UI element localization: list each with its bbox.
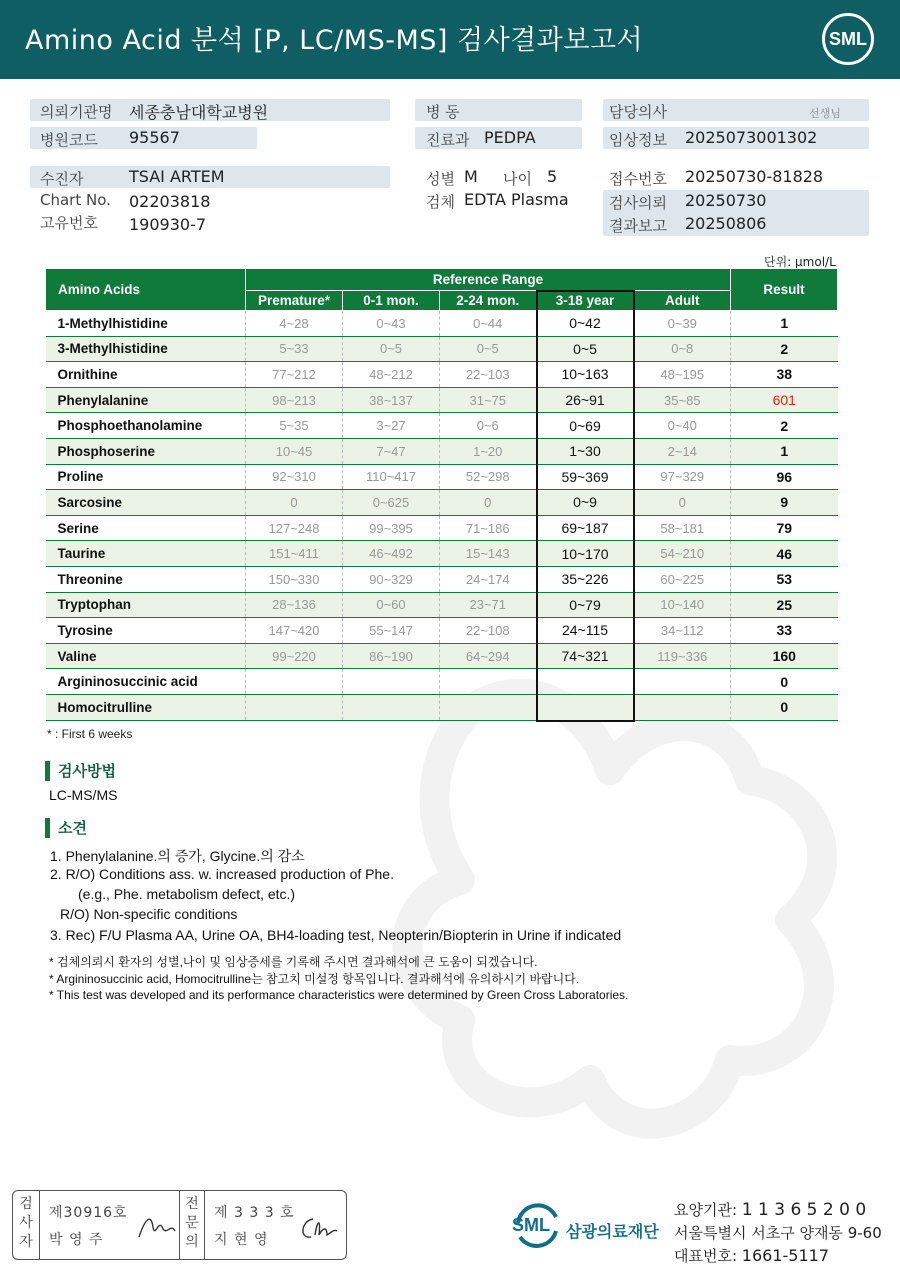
org-code: 요양기관: 1 1 3 6 5 2 0 0 [674, 1200, 867, 1220]
reference-range-cell: 35~226 [537, 566, 634, 592]
reference-range-cell: 1~30 [537, 438, 634, 464]
result-cell: 1 [731, 311, 838, 337]
table-row [46, 618, 838, 644]
col-header-ref: 3-18 year [537, 291, 634, 311]
reference-range-cell [440, 669, 537, 695]
reference-range-cell: 147~420 [246, 618, 343, 644]
amino-acid-name: Proline [46, 464, 246, 490]
report-label: 결과보고 [609, 217, 667, 235]
reference-range-cell: 74~321 [537, 643, 634, 669]
result-cell: 79 [731, 515, 838, 541]
reference-range-cell: 26~91 [537, 387, 634, 413]
reference-range-cell: 151~411 [246, 541, 343, 567]
reference-range-cell: 71~186 [440, 515, 537, 541]
result-cell: 53 [731, 566, 838, 592]
reference-range-cell: 35~85 [634, 387, 731, 413]
reference-range-cell: 48~195 [634, 362, 731, 388]
amino-acid-name: 3-Methylhistidine [46, 336, 246, 362]
reference-range-cell: 38~137 [343, 387, 440, 413]
reference-range-cell [343, 694, 440, 720]
table-row [46, 438, 838, 464]
table-row [46, 541, 838, 567]
reference-range-cell: 54~210 [634, 541, 731, 567]
opinion-title: 소견 [45, 818, 87, 838]
reference-range-cell: 28~136 [246, 592, 343, 618]
specimen-value: EDTA Plasma [464, 190, 569, 209]
reference-range-cell: 22~103 [440, 362, 537, 388]
reference-range-cell: 0~79 [537, 592, 634, 618]
chart-label: Chart No. [40, 191, 111, 209]
table-row [46, 643, 838, 669]
table-row [46, 387, 838, 413]
reference-range-cell: 60~225 [634, 566, 731, 592]
reference-range-cell: 10~170 [537, 541, 634, 567]
expert-name: 지 현 영 [214, 1232, 269, 1248]
org-name: 삼광의료재단 [566, 1222, 659, 1241]
sml-logo: SML [822, 13, 874, 65]
reference-range-cell: 59~369 [537, 464, 634, 490]
result-cell: 0 [731, 694, 838, 720]
clinical-value: 2025073001302 [685, 128, 818, 147]
amino-acid-name: Phosphoserine [46, 438, 246, 464]
reference-range-cell [634, 694, 731, 720]
reference-range-cell: 55~147 [343, 618, 440, 644]
reference-range-cell: 98~213 [246, 387, 343, 413]
expert-label: 전문의 [185, 1196, 199, 1250]
expert-license: 제 3 3 3 호 [214, 1205, 295, 1221]
reference-range-cell: 97~329 [634, 464, 731, 490]
amino-acid-name: Phenylalanine [46, 387, 246, 413]
reference-range-cell: 15~143 [440, 541, 537, 567]
table-row [46, 592, 838, 618]
reference-range-cell: 0 [440, 490, 537, 516]
clinical-label: 임상정보 [609, 131, 667, 149]
reference-range-cell: 5~33 [246, 336, 343, 362]
name-label: 수진자 [40, 170, 84, 188]
note-line: * 검체의뢰시 환자의 성별,나이 및 임상증세를 기록해 주시면 결과해석에 큰 도움이 되겠습니다. [49, 955, 538, 969]
reference-range-cell: 22~108 [440, 618, 537, 644]
amino-acid-name: Serine [46, 515, 246, 541]
org-address: 서울특별시 서초구 양재동 9-60 [674, 1224, 882, 1242]
signature-box [12, 1190, 347, 1260]
amino-acid-table [45, 268, 838, 722]
reference-range-cell: 69~187 [537, 515, 634, 541]
col-header-ref: 0-1 mon. [343, 291, 440, 311]
reference-range-cell: 0~43 [343, 311, 440, 337]
reference-range-cell: 5~35 [246, 413, 343, 439]
reference-range-cell: 86~190 [343, 643, 440, 669]
reference-range-cell: 64~294 [440, 643, 537, 669]
reference-range-cell: 24~174 [440, 566, 537, 592]
amino-acid-name: Homocitrulline [46, 694, 246, 720]
opinion-line: (e.g., Phe. metabolism defect, etc.) [78, 886, 296, 902]
result-cell: 9 [731, 490, 838, 516]
opinion-line: 2. R/O) Conditions ass. w. increased production of Phe. [50, 866, 394, 882]
reference-range-cell [440, 694, 537, 720]
chart-value: 02203818 [129, 192, 211, 211]
col-header-result: Result [731, 269, 838, 311]
reference-range-cell: 0~44 [440, 311, 537, 337]
reference-range-cell: 10~140 [634, 592, 731, 618]
result-cell: 33 [731, 618, 838, 644]
expert-signature-icon [295, 1209, 339, 1245]
reference-range-cell: 7~47 [343, 438, 440, 464]
opinion-line: R/O) Non-specific conditions [60, 906, 238, 922]
result-cell: 38 [731, 362, 838, 388]
result-cell: 601 [731, 387, 838, 413]
id-label: 고유번호 [40, 214, 98, 232]
note-line: * Argininosuccinic acid, Homocitrulline는 참고치 미설정 항목입니다. 결과해석에 유의하시기 바랍니다. [49, 972, 580, 986]
result-cell: 25 [731, 592, 838, 618]
tester-label: 검사자 [19, 1196, 33, 1250]
result-cell: 46 [731, 541, 838, 567]
amino-acid-name: Valine [46, 643, 246, 669]
institution-label: 의뢰기관명 [40, 103, 113, 121]
reference-range-cell [537, 669, 634, 695]
reference-range-cell: 31~75 [440, 387, 537, 413]
patient-name: TSAI ARTEM [129, 167, 225, 186]
unit-label: 단위: μmol/L [764, 255, 836, 269]
amino-acid-name: Argininosuccinic acid [46, 669, 246, 695]
reference-range-cell: 90~329 [343, 566, 440, 592]
sex-value: M [464, 167, 478, 186]
reference-range-cell: 34~112 [634, 618, 731, 644]
reference-range-cell: 0~40 [634, 413, 731, 439]
reference-range-cell: 110~417 [343, 464, 440, 490]
reference-range-cell: 10~45 [246, 438, 343, 464]
reference-range-cell: 3~27 [343, 413, 440, 439]
col-header-ref: 2-24 mon. [440, 291, 537, 311]
col-header-amino-acids: Amino Acids [46, 269, 246, 311]
reference-range-cell: 1~20 [440, 438, 537, 464]
reference-range-cell: 127~248 [246, 515, 343, 541]
reference-range-cell: 0~8 [634, 336, 731, 362]
amino-acid-name: Sarcosine [46, 490, 246, 516]
method-title: 검사방법 [45, 761, 116, 781]
report-value: 20250806 [685, 214, 767, 233]
table-row [46, 515, 838, 541]
age-value: 5 [547, 167, 558, 186]
result-cell: 0 [731, 669, 838, 695]
table-row [46, 336, 838, 362]
dept-label: 진료과 [426, 131, 470, 149]
reference-range-cell: 0 [246, 490, 343, 516]
table-row [46, 694, 838, 720]
reference-range-cell: 52~298 [440, 464, 537, 490]
reference-range-cell: 119~336 [634, 643, 731, 669]
reference-range-cell [343, 669, 440, 695]
reference-range-cell: 0 [634, 490, 731, 516]
reference-range-cell: 77~212 [246, 362, 343, 388]
result-cell: 96 [731, 464, 838, 490]
result-cell: 160 [731, 643, 838, 669]
reference-range-cell [537, 694, 634, 720]
reference-range-cell [246, 694, 343, 720]
institution-value: 세종충남대학교병원 [129, 103, 269, 122]
table-row [46, 490, 838, 516]
doctor-label: 담당의사 [609, 103, 667, 121]
table-footnote: * : First 6 weeks [47, 727, 133, 741]
reference-range-cell: 0~39 [634, 311, 731, 337]
sex-label: 성별 [426, 170, 455, 188]
amino-acid-name: 1-Methylhistidine [46, 311, 246, 337]
reference-range-cell: 0~5 [537, 336, 634, 362]
reference-range-cell: 0~6 [440, 413, 537, 439]
amino-acid-name: Ornithine [46, 362, 246, 388]
result-cell: 2 [731, 336, 838, 362]
reference-range-cell: 24~115 [537, 618, 634, 644]
reference-range-cell: 0~9 [537, 490, 634, 516]
id-value: 190930-7 [129, 215, 207, 234]
reference-range-cell: 0~625 [343, 490, 440, 516]
reference-range-cell: 0~5 [440, 336, 537, 362]
receipt-value: 20250730-81828 [685, 167, 824, 186]
age-label: 나이 [503, 170, 532, 188]
reference-range-cell: 92~310 [246, 464, 343, 490]
amino-acid-name: Tyrosine [46, 618, 246, 644]
tester-signature-icon [135, 1209, 179, 1245]
table-row [46, 566, 838, 592]
report-header [0, 0, 900, 79]
reference-range-cell: 58~181 [634, 515, 731, 541]
specimen-label: 검체 [426, 193, 455, 211]
reference-range-cell: 4~28 [246, 311, 343, 337]
reference-range-cell: 23~71 [440, 592, 537, 618]
request-value: 20250730 [685, 191, 767, 210]
method-text: LC-MS/MS [49, 787, 118, 803]
col-header-ref: Premature* [246, 291, 343, 311]
hospital-code-label: 병원코드 [40, 131, 98, 149]
table-row [46, 413, 838, 439]
request-label: 검사의뢰 [609, 194, 667, 212]
table-row [46, 311, 838, 337]
tester-license: 제30916호 [49, 1205, 128, 1221]
amino-acid-name: Tryptophan [46, 592, 246, 618]
col-header-ref: Adult [634, 291, 731, 311]
tester-name: 박 영 주 [49, 1232, 104, 1248]
receipt-label: 접수번호 [609, 170, 667, 188]
hospital-code-value: 95567 [129, 128, 180, 147]
report-title: Amino Acid 분석 [P, LC/MS-MS] 검사결과보고서 [25, 25, 644, 56]
result-cell: 1 [731, 438, 838, 464]
amino-acid-name: Taurine [46, 541, 246, 567]
reference-range-cell [246, 669, 343, 695]
amino-acid-name: Phosphoethanolamine [46, 413, 246, 439]
sml-logo-text: SML [512, 1215, 550, 1235]
table-row [46, 464, 838, 490]
note-line: * This test was developed and its performance characteristics were determined by Green Cross Laboratories. [49, 988, 629, 1002]
opinion-line: 3. Rec) F/U Plasma AA, Urine OA, BH4-loading test, Neopterin/Biopterin in Urine if indicated [50, 927, 622, 943]
table-row [46, 362, 838, 388]
reference-range-cell: 0~69 [537, 413, 634, 439]
reference-range-cell: 0~60 [343, 592, 440, 618]
dept-value: PEDPA [484, 128, 536, 147]
reference-range-cell [634, 669, 731, 695]
reference-range-cell: 46~492 [343, 541, 440, 567]
col-header-reference-range: Reference Range [246, 269, 731, 291]
reference-range-cell: 2~14 [634, 438, 731, 464]
reference-range-cell: 99~395 [343, 515, 440, 541]
reference-range-cell: 99~220 [246, 643, 343, 669]
reference-range-cell: 0~42 [537, 311, 634, 337]
doctor-suffix: 선생님 [809, 107, 841, 120]
opinion-line: 1. Phenylalanine.의 증가, Glycine.의 감소 [50, 848, 305, 864]
reference-range-cell: 48~212 [343, 362, 440, 388]
result-cell: 2 [731, 413, 838, 439]
ward-label: 병 동 [426, 103, 460, 121]
reference-range-cell: 10~163 [537, 362, 634, 388]
table-row [46, 669, 838, 695]
reference-range-cell: 150~330 [246, 566, 343, 592]
amino-acid-name: Threonine [46, 566, 246, 592]
org-phone: 대표번호: 1661-5117 [674, 1246, 830, 1265]
reference-range-cell: 0~5 [343, 336, 440, 362]
